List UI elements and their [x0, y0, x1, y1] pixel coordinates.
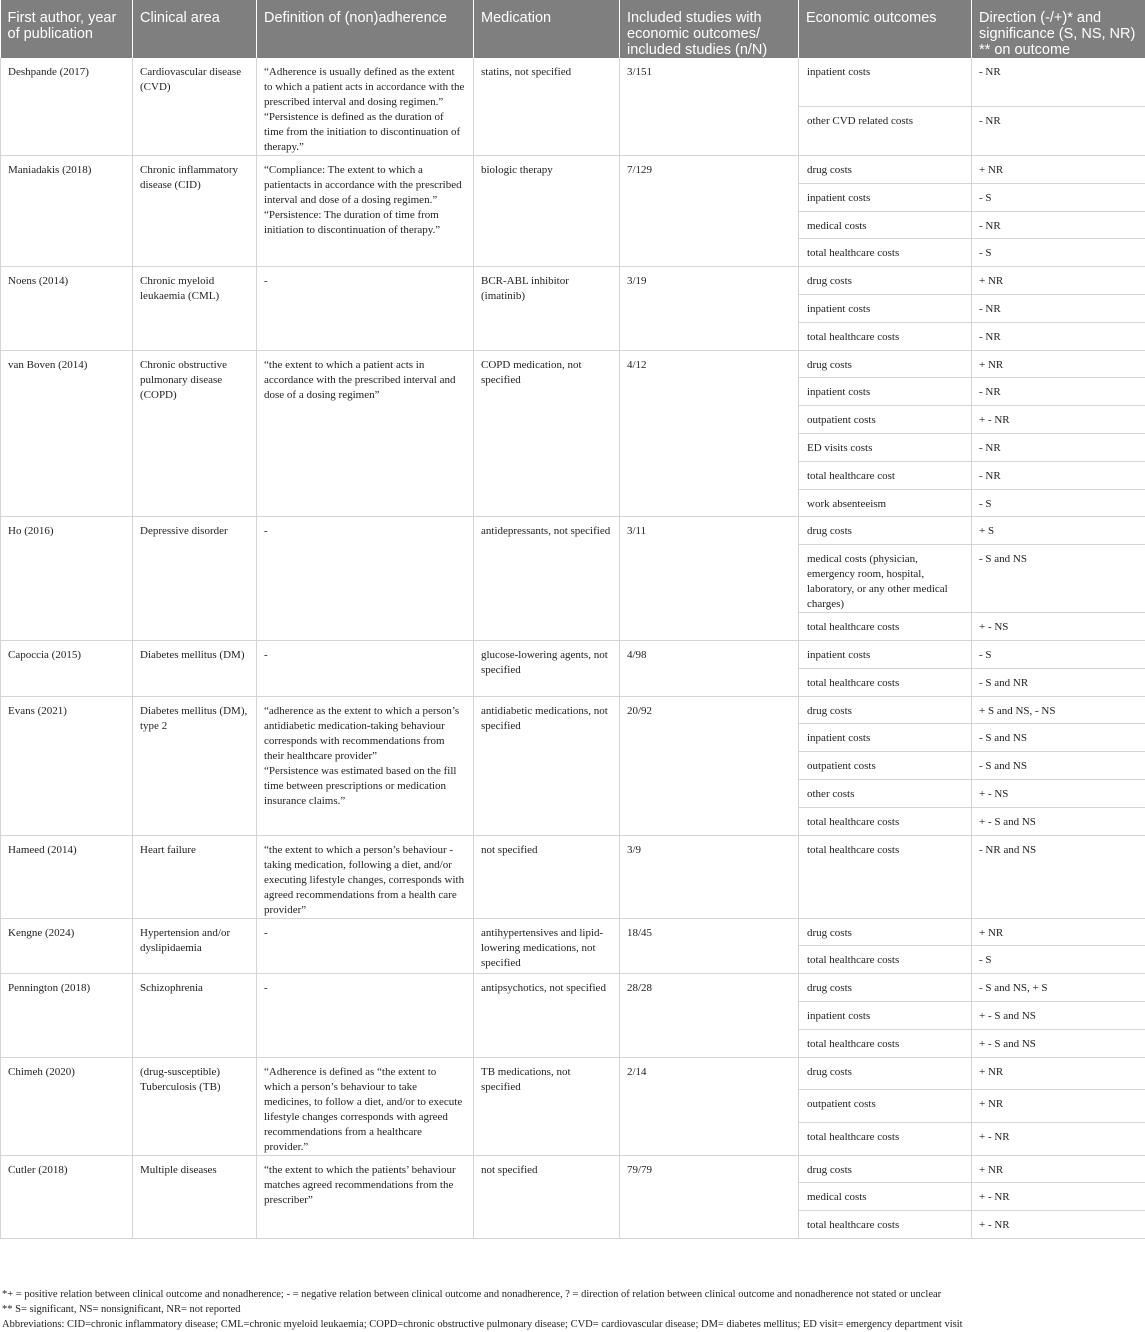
- economic-outcome-cell: other CVD related costs: [799, 107, 972, 156]
- economic-outcome-cell: inpatient costs: [799, 58, 972, 107]
- definition-line: “the extent to which a person’s behaviour - taking medication, following a diet, and/or executing lifestyle changes, corresponds with agreed recommendations from a health care provider”: [264, 843, 465, 918]
- definition-line: “Adherence is defined as “the extent to which a person’s behaviour to take medicines, to follow a diet, and/or to execute lifestyle changes corresponds with agreed recommendations from a healthcare provider.”: [264, 1065, 465, 1155]
- direction-cell: - NR: [972, 322, 1145, 350]
- included-studies-cell: 18/45: [620, 918, 799, 974]
- economic-outcome-cell: inpatient costs: [799, 183, 972, 211]
- economic-outcome-cell: total healthcare costs: [799, 1211, 972, 1239]
- author-cell: Ho (2016): [1, 517, 133, 641]
- clinical-area-cell: (drug-susceptible) Tuberculosis (TB): [133, 1057, 257, 1155]
- direction-cell: - NR: [972, 378, 1145, 406]
- header-economic-outcomes: Economic outcomes: [799, 0, 972, 58]
- economic-outcome-cell: total healthcare cost: [799, 461, 972, 489]
- direction-cell: - S and NS, + S: [972, 974, 1145, 1002]
- included-studies-cell: 28/28: [620, 974, 799, 1057]
- header-author: First author, year of publication: [1, 0, 133, 58]
- definition-cell: [257, 1057, 474, 1155]
- economic-outcome-cell: total healthcare costs: [799, 322, 972, 350]
- direction-cell: + - S and NS: [972, 807, 1145, 835]
- economic-outcome-cell: outpatient costs: [799, 406, 972, 434]
- included-studies-cell: 4/12: [620, 350, 799, 517]
- table-row: [1, 640, 1145, 668]
- definition-line: -: [264, 648, 465, 663]
- header-definition: Definition of (non)adherence: [257, 0, 474, 58]
- clinical-area-cell: Schizophrenia: [133, 974, 257, 1057]
- author-cell: Chimeh (2020): [1, 1057, 133, 1155]
- included-studies-cell: 2/14: [620, 1057, 799, 1155]
- table-row: [1, 350, 1145, 378]
- economic-outcome-cell: total healthcare costs: [799, 835, 972, 918]
- direction-cell: - NR: [972, 433, 1145, 461]
- definition-cell: [257, 267, 474, 350]
- included-studies-cell: 4/98: [620, 640, 799, 696]
- medication-cell: COPD medication, not specified: [474, 350, 620, 517]
- included-studies-cell: 3/151: [620, 58, 799, 156]
- medication-cell: not specified: [474, 1155, 620, 1238]
- direction-cell: + NR: [972, 156, 1145, 184]
- table-row: [1, 1057, 1145, 1090]
- footnote-direction: *+ = positive relation between clinical outcome and nonadherence; - = negative relation between clinical outcome and nonadherence, ? = direction of relation between clinical outcome and nonadherence not stated or unclear: [2, 1287, 1142, 1302]
- economic-outcome-cell: outpatient costs: [799, 752, 972, 780]
- definition-cell: [257, 58, 474, 156]
- included-studies-cell: 20/92: [620, 696, 799, 835]
- clinical-area-cell: Diabetes mellitus (DM): [133, 640, 257, 696]
- definition-cell: [257, 835, 474, 918]
- direction-cell: - S: [972, 183, 1145, 211]
- direction-cell: + - NR: [972, 1183, 1145, 1211]
- direction-cell: + S: [972, 517, 1145, 545]
- economic-outcome-cell: drug costs: [799, 267, 972, 295]
- clinical-area-cell: Multiple diseases: [133, 1155, 257, 1238]
- direction-cell: - S and NS: [972, 752, 1145, 780]
- author-cell: Cutler (2018): [1, 1155, 133, 1238]
- definition-line: “Persistence was estimated based on the fill time between prescriptions or medication insurance claims.”: [264, 764, 465, 809]
- footnotes: [2, 1287, 1142, 1332]
- economic-outcome-cell: other costs: [799, 779, 972, 807]
- included-studies-cell: 79/79: [620, 1155, 799, 1238]
- economic-outcome-cell: drug costs: [799, 1155, 972, 1183]
- header-clinical-area: Clinical area: [133, 0, 257, 58]
- definition-line: -: [264, 926, 465, 941]
- direction-cell: + NR: [972, 1090, 1145, 1123]
- direction-cell: + NR: [972, 267, 1145, 295]
- medication-cell: statins, not specified: [474, 58, 620, 156]
- direction-cell: - NR and NS: [972, 835, 1145, 918]
- economic-outcome-cell: total healthcare costs: [799, 946, 972, 974]
- definition-line: -: [264, 524, 465, 539]
- definition-cell: [257, 918, 474, 974]
- economic-outcome-cell: total healthcare costs: [799, 807, 972, 835]
- direction-cell: - NR: [972, 58, 1145, 107]
- header-medication: Medication: [474, 0, 620, 58]
- table-row: [1, 267, 1145, 295]
- footnote-abbreviations: Abbreviations: CID=chronic inflammatory disease; CML=chronic myeloid leukaemia; COPD=chronic obstructive pulmonary disease; CVD= cardiovascular disease; DM= diabetes mellitus; ED visit= emergency department visit: [2, 1317, 1142, 1332]
- footnote-significance: ** S= significant, NS= nonsignificant, NR= not reported: [2, 1302, 1142, 1317]
- economic-outcome-cell: ED visits costs: [799, 433, 972, 461]
- economic-outcome-cell: drug costs: [799, 350, 972, 378]
- economic-outcome-cell: total healthcare costs: [799, 1122, 972, 1155]
- direction-cell: + - NS: [972, 779, 1145, 807]
- direction-cell: + NR: [972, 1155, 1145, 1183]
- economic-outcome-cell: inpatient costs: [799, 294, 972, 322]
- table-row: [1, 918, 1145, 946]
- definition-cell: [257, 1155, 474, 1238]
- direction-cell: + NR: [972, 1057, 1145, 1090]
- definition-line: “Persistence: The duration of time from initiation to discontinuation of therapy.”: [264, 208, 465, 238]
- table-row: [1, 696, 1145, 724]
- direction-cell: + - NR: [972, 406, 1145, 434]
- included-studies-cell: 3/11: [620, 517, 799, 641]
- medication-cell: antihypertensives and lipid-lowering medications, not specified: [474, 918, 620, 974]
- direction-cell: + - S and NS: [972, 1001, 1145, 1029]
- economic-outcome-cell: inpatient costs: [799, 724, 972, 752]
- direction-cell: - NR: [972, 461, 1145, 489]
- direction-cell: - S: [972, 239, 1145, 267]
- table-row: [1, 156, 1145, 184]
- header-direction: Direction (-/+)* and significance (S, NS, NR) ** on outcome: [972, 0, 1145, 58]
- direction-cell: + - NR: [972, 1211, 1145, 1239]
- table-row: [1, 974, 1145, 1002]
- author-cell: Pennington (2018): [1, 974, 133, 1057]
- author-cell: Noens (2014): [1, 267, 133, 350]
- economic-outcome-cell: medical costs: [799, 1183, 972, 1211]
- included-studies-cell: 7/129: [620, 156, 799, 267]
- direction-cell: - S: [972, 946, 1145, 974]
- direction-cell: + - NR: [972, 1122, 1145, 1155]
- direction-cell: - S and NR: [972, 668, 1145, 696]
- economic-outcome-cell: outpatient costs: [799, 1090, 972, 1123]
- author-cell: Hameed (2014): [1, 835, 133, 918]
- clinical-area-cell: Hypertension and/or dyslipidaemia: [133, 918, 257, 974]
- header-included-studies: Included studies with economic outcomes/ included studies (n/N): [620, 0, 799, 58]
- economic-outcome-cell: inpatient costs: [799, 1001, 972, 1029]
- economic-outcome-cell: drug costs: [799, 918, 972, 946]
- economic-outcome-cell: drug costs: [799, 517, 972, 545]
- definition-cell: [257, 350, 474, 517]
- table-row: [1, 1155, 1145, 1183]
- clinical-area-cell: Depressive disorder: [133, 517, 257, 641]
- medication-cell: antidiabetic medications, not specified: [474, 696, 620, 835]
- included-studies-cell: 3/19: [620, 267, 799, 350]
- table-row: [1, 835, 1145, 918]
- direction-cell: + - NS: [972, 613, 1145, 641]
- medication-cell: biologic therapy: [474, 156, 620, 267]
- medication-cell: antipsychotics, not specified: [474, 974, 620, 1057]
- author-cell: van Boven (2014): [1, 350, 133, 517]
- direction-cell: + NR: [972, 350, 1145, 378]
- author-cell: Kengne (2024): [1, 918, 133, 974]
- medication-cell: TB medications, not specified: [474, 1057, 620, 1155]
- clinical-area-cell: Chronic obstructive pulmonary disease (COPD): [133, 350, 257, 517]
- economic-outcome-cell: drug costs: [799, 696, 972, 724]
- author-cell: Evans (2021): [1, 696, 133, 835]
- definition-line: “adherence as the extent to which a person’s antidiabetic medication-taking behaviour corresponds with recommendations from their healthcare provider”: [264, 704, 465, 764]
- economic-outcome-cell: medical costs: [799, 211, 972, 239]
- definition-cell: [257, 156, 474, 267]
- definition-line: “Compliance: The extent to which a patientacts in accordance with the prescribed interval and dose of a dosing regimen.”: [264, 163, 465, 208]
- direction-cell: + - S and NS: [972, 1029, 1145, 1057]
- definition-line: -: [264, 981, 465, 996]
- table-header: [1, 0, 1145, 58]
- direction-cell: - S and NS: [972, 545, 1145, 613]
- direction-cell: - NR: [972, 107, 1145, 156]
- definition-line: -: [264, 274, 465, 289]
- author-cell: Maniadakis (2018): [1, 156, 133, 267]
- table-row: [1, 517, 1145, 545]
- definition-cell: [257, 517, 474, 641]
- economic-outcome-cell: total healthcare costs: [799, 239, 972, 267]
- direction-cell: - S: [972, 640, 1145, 668]
- medication-cell: glucose-lowering agents, not specified: [474, 640, 620, 696]
- definition-line: “the extent to which the patients’ behaviour matches agreed recommendations from the prescriber”: [264, 1163, 465, 1208]
- direction-cell: + NR: [972, 918, 1145, 946]
- header-row: [1, 0, 1145, 58]
- economic-outcome-cell: total healthcare costs: [799, 613, 972, 641]
- medication-cell: antidepressants, not specified: [474, 517, 620, 641]
- economic-outcome-cell: total healthcare costs: [799, 1029, 972, 1057]
- included-studies-cell: 3/9: [620, 835, 799, 918]
- economic-outcome-cell: work absenteeism: [799, 489, 972, 517]
- medication-cell: BCR-ABL inhibitor (imatinib): [474, 267, 620, 350]
- definition-cell: [257, 696, 474, 835]
- definition-cell: [257, 974, 474, 1057]
- direction-cell: - S and NS: [972, 724, 1145, 752]
- definition-line: “the extent to which a patient acts in accordance with the prescribed interval and dose of a dosing regimen”: [264, 358, 465, 403]
- clinical-area-cell: Heart failure: [133, 835, 257, 918]
- author-cell: Capoccia (2015): [1, 640, 133, 696]
- economic-outcome-cell: total healthcare costs: [799, 668, 972, 696]
- table-body: [1, 58, 1145, 1238]
- clinical-area-cell: Chronic inflammatory disease (CID): [133, 156, 257, 267]
- economic-outcome-cell: medical costs (physician, emergency room, hospital, laboratory, or any other medical charges): [799, 545, 972, 613]
- definition-line: “Persistence is defined as the duration of time from the initiation to discontinuation of therapy.”: [264, 110, 465, 155]
- clinical-area-cell: Diabetes mellitus (DM), type 2: [133, 696, 257, 835]
- clinical-area-cell: Chronic myeloid leukaemia (CML): [133, 267, 257, 350]
- economic-outcome-cell: drug costs: [799, 974, 972, 1002]
- economic-outcome-cell: inpatient costs: [799, 640, 972, 668]
- direction-cell: - NR: [972, 211, 1145, 239]
- author-cell: Deshpande (2017): [1, 58, 133, 156]
- economic-outcome-cell: drug costs: [799, 1057, 972, 1090]
- table-row: [1, 58, 1145, 107]
- direction-cell: - NR: [972, 294, 1145, 322]
- direction-cell: + S and NS, - NS: [972, 696, 1145, 724]
- definition-cell: [257, 640, 474, 696]
- economic-outcome-cell: inpatient costs: [799, 378, 972, 406]
- medication-cell: not specified: [474, 835, 620, 918]
- economic-outcome-cell: drug costs: [799, 156, 972, 184]
- clinical-area-cell: Cardiovascular disease (CVD): [133, 58, 257, 156]
- definition-line: “Adherence is usually defined as the extent to which a patient acts in accordance with the prescribed interval and dosing regimen.”: [264, 65, 465, 110]
- direction-cell: - S: [972, 489, 1145, 517]
